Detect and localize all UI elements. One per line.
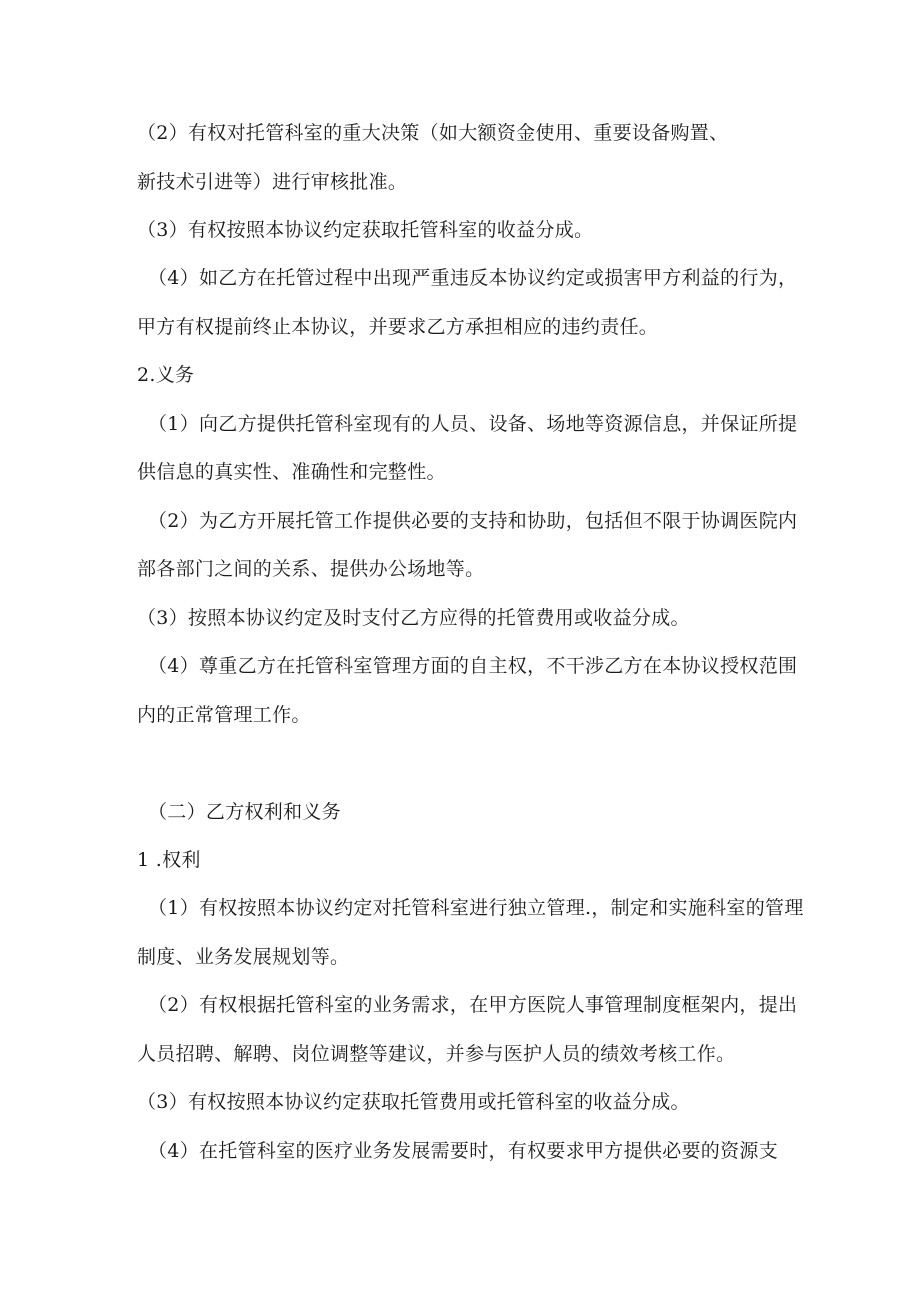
text-line: （4）尊重乙方在托管科室管理方面的自主权，不干涉乙方在本协议授权范围 (148, 655, 798, 677)
text-line: （1）向乙方提供托管科室现有的人员、设备、场地等资源信息，并保证所提 (148, 413, 798, 435)
text-line: （4）在托管科室的医疗业务发展需要时，有权要求甲方提供必要的资源支 (148, 1140, 778, 1162)
section-heading: 2.义务 (137, 364, 195, 386)
section-heading: （二）乙方权利和义务 (148, 801, 342, 823)
text-line: （3）按照本协议约定及时支付乙方应得的托管费用或收益分成。 (137, 607, 690, 629)
text-line: 供信息的真实性、准确性和完整性。 (137, 461, 446, 483)
text-line: （2）有权根据托管科室的业务需求，在甲方医院人事管理制度框架内，提出 (148, 994, 798, 1016)
text-line: （1）有权按照本协议约定对托管科室进行独立管理.，制定和实施科室的管理 (148, 897, 804, 919)
section-heading: 1 .权利 (137, 849, 201, 871)
text-line: 部各部门之间的关系、提供办公场地等。 (137, 558, 485, 580)
text-line: 甲方有权提前终止本协议，并要求乙方承担相应的违约责任。 (137, 316, 659, 338)
text-line: （3）有权按照本协议约定获取托管费用或托管科室的收益分成。 (137, 1091, 690, 1113)
text-line: 内的正常管理工作。 (137, 704, 311, 726)
text-line: 人员招聘、解聘、岗位调整等建议，并参与医护人员的绩效考核工作。 (137, 1043, 736, 1065)
text-line: 新技术引进等）进行审核批准。 (137, 171, 408, 193)
text-line: （4）如乙方在托管过程中出现严重违反本协议约定或损害甲方利益的行为， (148, 267, 798, 289)
text-line: 制度、业务发展规划等。 (137, 946, 350, 968)
text-line: （2）为乙方开展托管工作提供必要的支持和协助，包括但不限于协调医院内 (148, 510, 798, 532)
text-line: （2）有权对托管科室的重大决策（如大额资金使用、重要设备购置、 (137, 122, 729, 144)
text-line: （3）有权按照本协议约定获取托管科室的收益分成。 (137, 219, 594, 241)
